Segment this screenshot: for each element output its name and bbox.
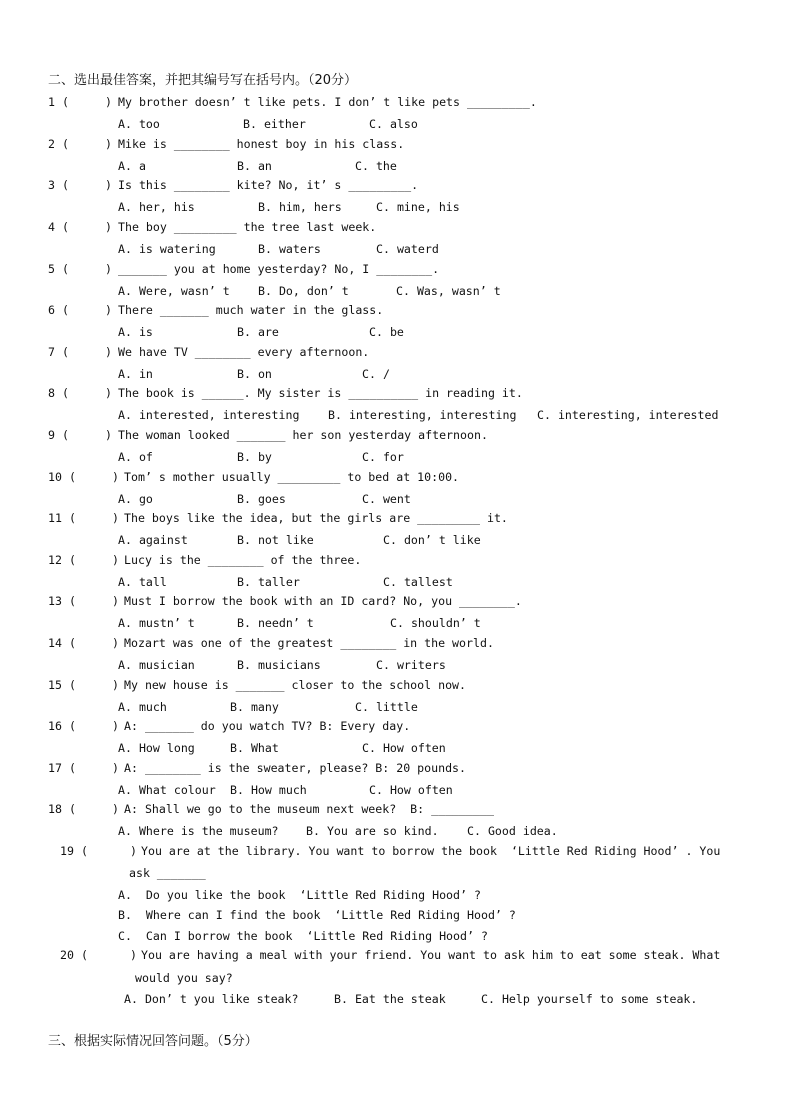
question-stem: There _______ much water in the glass.: [118, 303, 384, 317]
question-number: 6 (: [48, 303, 69, 317]
option-a: A. a: [118, 159, 146, 173]
question-close-paren: ): [112, 678, 119, 692]
option-c: C. Can I borrow the book ‘Little Red Riding Hood’ ?: [118, 929, 488, 943]
question-number: 5 (: [48, 262, 69, 276]
option-b: B. an: [237, 159, 272, 173]
option-b: B. taller: [237, 575, 300, 589]
question-close-paren: ): [112, 594, 119, 608]
option-a: A. interested, interesting: [118, 408, 300, 422]
option-a: A. How long: [118, 741, 195, 755]
question-number: 8 (: [48, 386, 69, 400]
option-c: C. writers: [376, 658, 446, 672]
question-stem: A: ________ is the sweater, please? B: 20 pounds.: [124, 761, 467, 775]
option-a: A. Don’ t you like steak?: [124, 992, 299, 1006]
question-close-paren: ): [112, 470, 119, 484]
option-b: B. either: [243, 117, 306, 131]
section-2-heading: 二、选出最佳答案，并把其编号写在括号内。（20分）: [48, 73, 358, 88]
option-b: B. You are so kind.: [306, 824, 439, 838]
section-3-heading: 三、根据实际情况回答问题。（5分）: [48, 1034, 258, 1049]
question-close-paren: ): [112, 553, 119, 567]
question-number: 9 (: [48, 428, 69, 442]
option-c: C. went: [362, 492, 411, 506]
question-stem: Tom’ s mother usually _________ to bed at 10:00.: [124, 470, 460, 484]
question-stem-line-2: would you say?: [135, 971, 233, 985]
option-a: A. Were, wasn’ t: [118, 284, 230, 298]
option-b: B. What: [230, 741, 279, 755]
option-c: C. Help yourself to some steak.: [481, 992, 698, 1006]
question-stem: Must I borrow the book with an ID card? No, you ________.: [124, 594, 522, 608]
option-b: B. on: [237, 367, 272, 381]
option-a: A. against: [118, 533, 188, 547]
question-stem: Is this ________ kite? No, it’ s _________.: [118, 178, 419, 192]
option-a: A. is watering: [118, 242, 216, 256]
option-b: B. musicians: [237, 658, 321, 672]
question-number: 11 (: [48, 511, 76, 525]
question-close-paren: ): [105, 345, 112, 359]
question-stem: My brother doesn’ t like pets. I don’ t like pets _________.: [118, 95, 537, 109]
option-b: B. not like: [237, 533, 314, 547]
question-close-paren: ): [130, 948, 137, 962]
question-number: 1 (: [48, 95, 69, 109]
option-c: C. the: [355, 159, 397, 173]
question-number: 15 (: [48, 678, 76, 692]
option-a: A. mustn’ t: [118, 616, 195, 630]
option-a: A. Where is the museum?: [118, 824, 279, 838]
option-a: A. is: [118, 325, 153, 339]
question-stem: _______ you at home yesterday? No, I ________.: [118, 262, 440, 276]
question-number: 13 (: [48, 594, 76, 608]
option-a: A. her, his: [118, 200, 195, 214]
question-number: 17 (: [48, 761, 76, 775]
option-c: C. mine, his: [376, 200, 460, 214]
option-c: C. little: [355, 700, 418, 714]
option-c: C. shouldn’ t: [390, 616, 481, 630]
option-a: A. in: [118, 367, 153, 381]
question-number: 3 (: [48, 178, 69, 192]
option-b: B. goes: [237, 492, 286, 506]
option-c: C. tallest: [383, 575, 453, 589]
question-close-paren: ): [105, 386, 112, 400]
question-number: 7 (: [48, 345, 69, 359]
option-c: C. for: [362, 450, 404, 464]
option-c: C. interesting, interested: [537, 408, 719, 422]
option-b: B. him, hers: [258, 200, 342, 214]
question-stem: My new house is _______ closer to the school now.: [124, 678, 467, 692]
question-stem-line-1: You are having a meal with your friend. You want to ask him to eat some steak. What: [141, 948, 721, 962]
question-number: 18 (: [48, 802, 76, 816]
option-b: B. by: [237, 450, 272, 464]
question-number: 12 (: [48, 553, 76, 567]
option-b: B. waters: [258, 242, 321, 256]
question-number: 2 (: [48, 137, 69, 151]
option-b: B. many: [230, 700, 279, 714]
question-stem: A: Shall we go to the museum next week? B: _________: [124, 802, 494, 816]
option-a: A. What colour: [118, 783, 216, 797]
question-stem: The woman looked _______ her son yesterday afternoon.: [118, 428, 488, 442]
option-c: C. /: [362, 367, 390, 381]
option-b: B. How much: [230, 783, 307, 797]
question-close-paren: ): [112, 719, 119, 733]
question-close-paren: ): [112, 761, 119, 775]
question-number: 14 (: [48, 636, 76, 650]
question-close-paren: ): [112, 802, 119, 816]
option-c: C. How often: [362, 741, 446, 755]
option-c: C. How often: [369, 783, 453, 797]
question-close-paren: ): [105, 262, 112, 276]
option-b: B. Do, don’ t: [258, 284, 349, 298]
question-number: 20 (: [60, 948, 88, 962]
question-number: 10 (: [48, 470, 76, 484]
question-stem: The boy _________ the tree last week.: [118, 220, 377, 234]
option-c: C. Good idea.: [467, 824, 558, 838]
option-b: B. Eat the steak: [334, 992, 446, 1006]
question-close-paren: ): [105, 220, 112, 234]
option-a: A. of: [118, 450, 153, 464]
question-close-paren: ): [112, 511, 119, 525]
question-stem-line-1: You are at the library. You want to borrow the book ‘Little Red Riding Hood’ . You: [141, 844, 721, 858]
option-c: C. waterd: [376, 242, 439, 256]
question-stem: Mozart was one of the greatest ________ in the world.: [124, 636, 494, 650]
question-stem: Mike is ________ honest boy in his class.: [118, 137, 405, 151]
question-close-paren: ): [105, 137, 112, 151]
option-a: A. tall: [118, 575, 167, 589]
option-c: C. be: [369, 325, 404, 339]
question-close-paren: ): [112, 636, 119, 650]
option-a: A. too: [118, 117, 160, 131]
option-a: A. go: [118, 492, 153, 506]
question-close-paren: ): [105, 303, 112, 317]
question-close-paren: ): [105, 95, 112, 109]
question-stem: Lucy is the ________ of the three.: [124, 553, 362, 567]
option-a: A. much: [118, 700, 167, 714]
question-stem: We have TV ________ every afternoon.: [118, 345, 370, 359]
question-close-paren: ): [130, 844, 137, 858]
option-c: C. Was, wasn’ t: [396, 284, 501, 298]
option-c: C. don’ t like: [383, 533, 481, 547]
question-number: 4 (: [48, 220, 69, 234]
option-b: B. Where can I find the book ‘Little Red Riding Hood’ ?: [118, 908, 516, 922]
question-stem: The boys like the idea, but the girls are _________ it.: [124, 511, 508, 525]
question-number: 16 (: [48, 719, 76, 733]
option-b: B. needn’ t: [237, 616, 314, 630]
option-b: B. are: [237, 325, 279, 339]
option-b: B. interesting, interesting: [328, 408, 517, 422]
question-close-paren: ): [105, 178, 112, 192]
question-close-paren: ): [105, 428, 112, 442]
question-stem: A: _______ do you watch TV? B: Every day.: [124, 719, 411, 733]
option-a: A. musician: [118, 658, 195, 672]
option-a: A. Do you like the book ‘Little Red Riding Hood’ ?: [118, 888, 481, 902]
question-stem: The book is ______. My sister is __________ in reading it.: [118, 386, 523, 400]
question-number: 19 (: [60, 844, 88, 858]
option-c: C. also: [369, 117, 418, 131]
question-stem-line-2: ask _______: [129, 866, 206, 880]
